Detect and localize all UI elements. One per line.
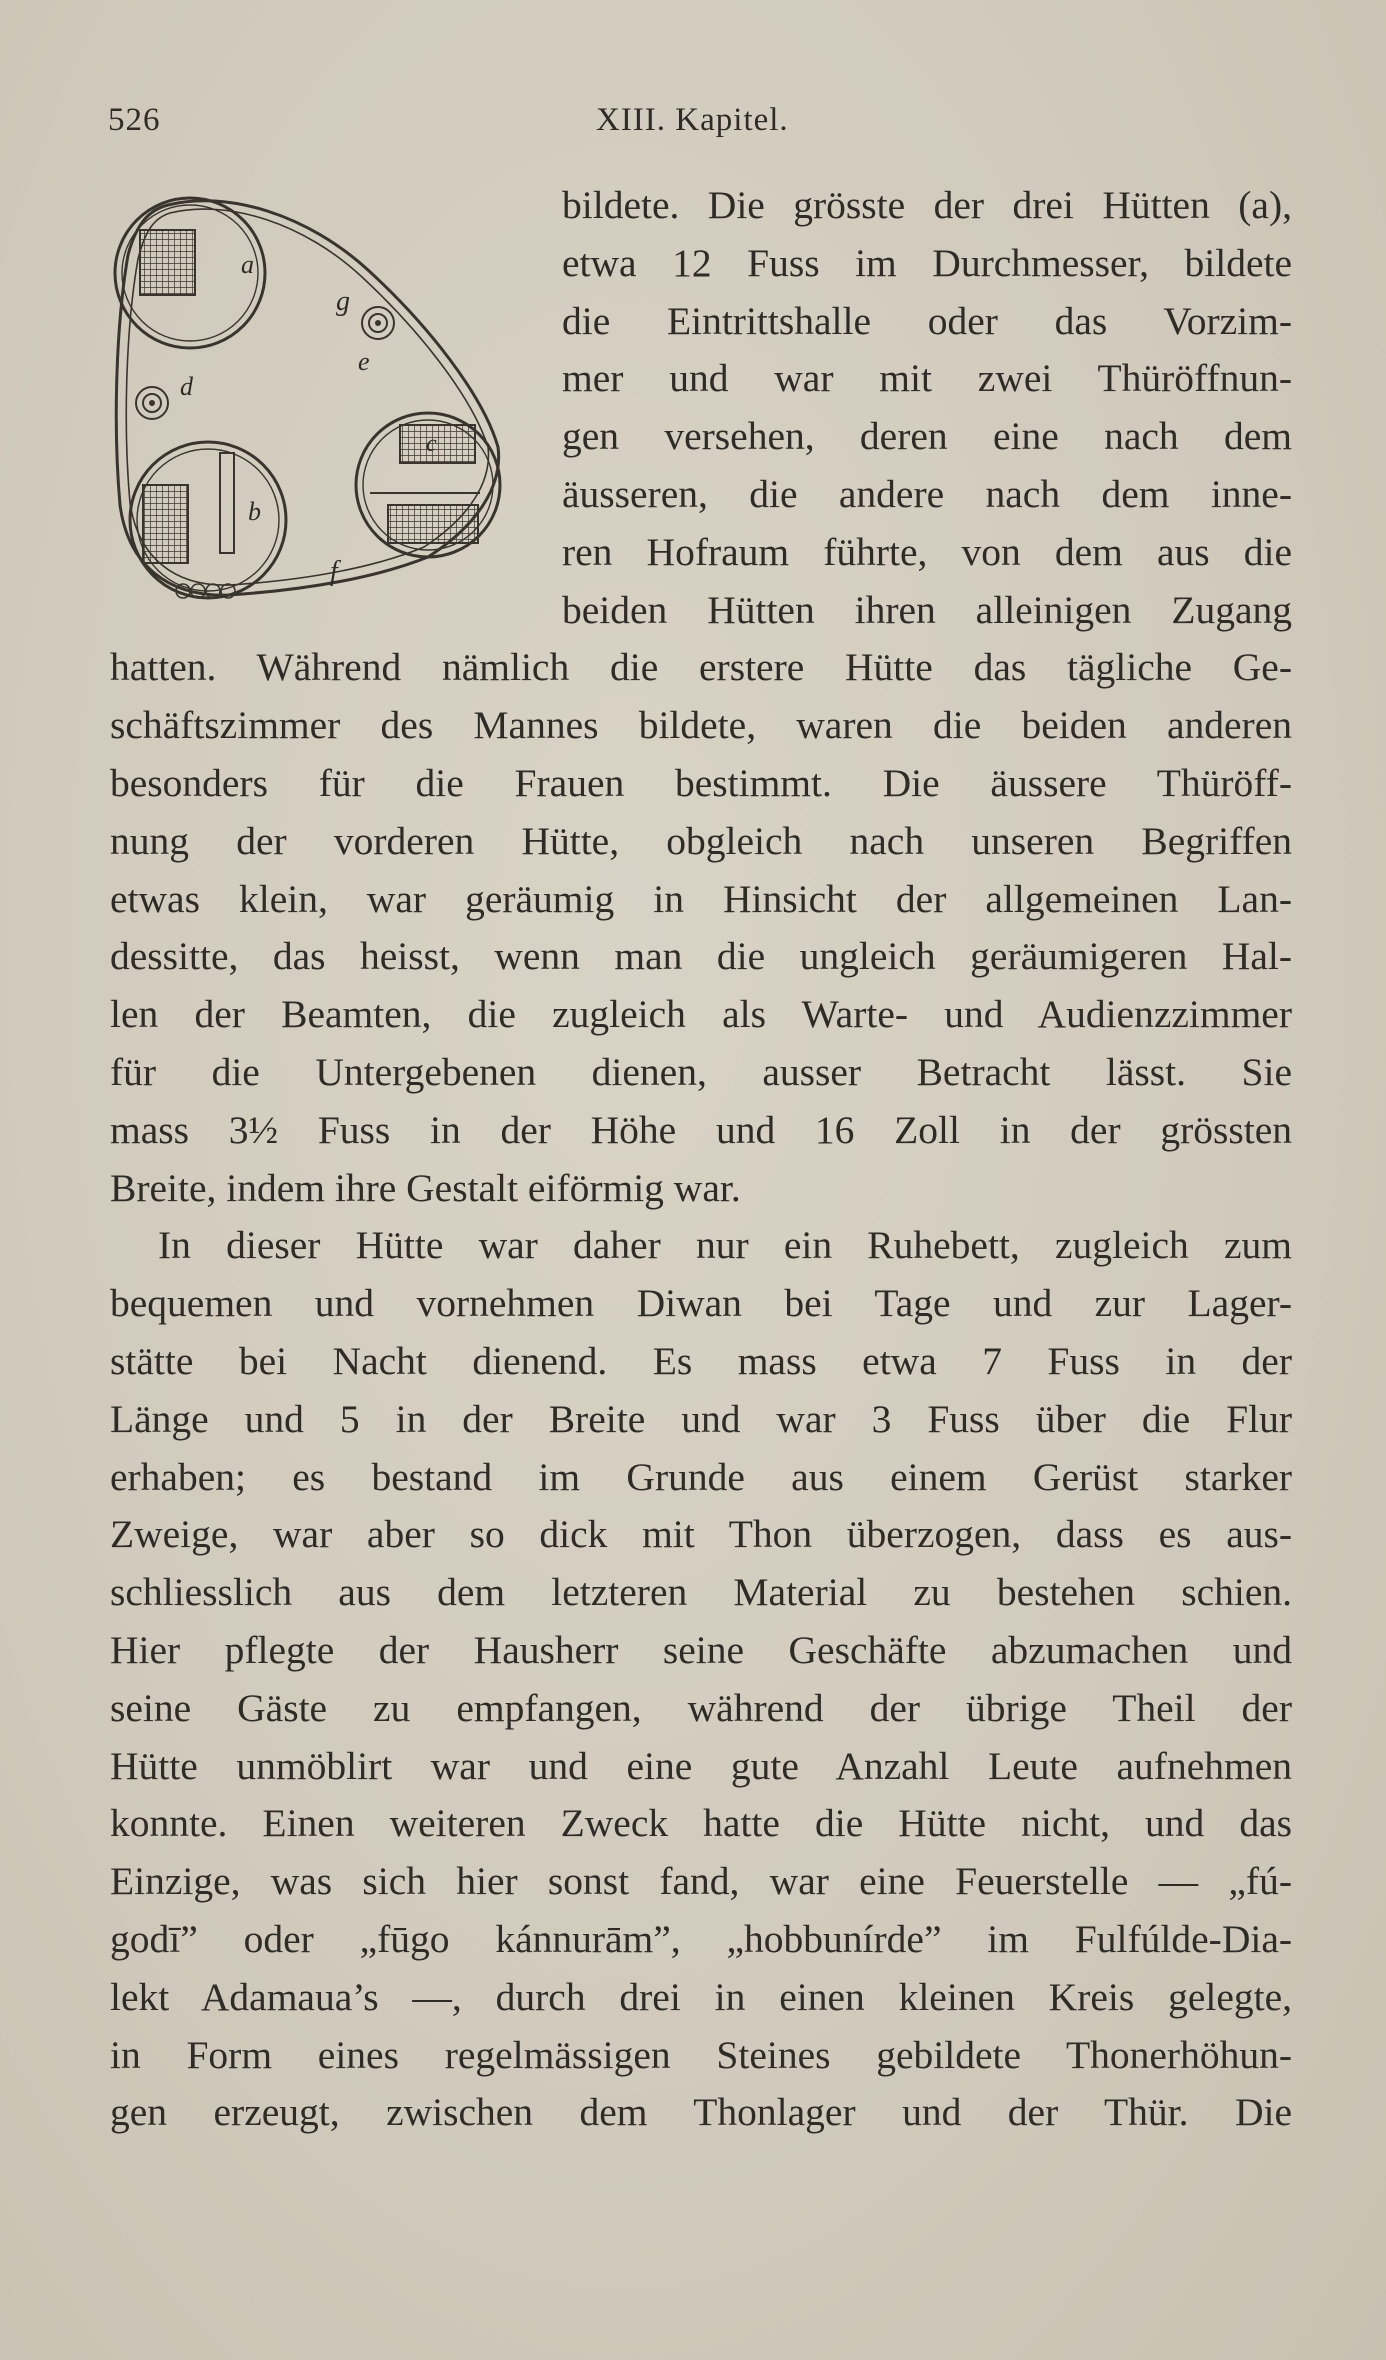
text-line: In dieser Hütte war daher nur ein Ruhebett, zugleich zum [158, 1223, 1292, 1268]
text-line: len der Beamten, die zugleich als Warte- und Audienzzimmer [110, 992, 1292, 1037]
text-line: lekt Adamaua’s —, durch drei in einen kleinen Kreis gelegte, [110, 1974, 1292, 2019]
label-c: c [426, 431, 437, 457]
text-line: erhaben; es bestand im Grunde aus einem Gerüst starker [110, 1454, 1292, 1499]
text-line: godī” oder „fūgo kánnurām”, „hobbunírde” im Fulfúlde-Dia- [110, 1916, 1292, 1961]
text-line: beiden Hütten ihren alleinigen Zugang [562, 587, 1292, 632]
label-a: a [241, 250, 254, 279]
text-line: schliesslich aus dem letzteren Material zu bestehen schien. [110, 1570, 1292, 1615]
running-head: XIII. Kapitel. [596, 102, 789, 138]
label-b: b [248, 497, 261, 526]
text-line: besonders für die Frauen bestimmt. Die äussere Thüröff- [110, 760, 1292, 805]
label-g: g [336, 286, 350, 317]
text-line: mass 3½ Fuss in der Höhe und 16 Zoll in der grössten [110, 1107, 1292, 1152]
text-line: gen versehen, deren eine nach dem [562, 414, 1292, 459]
text-line: für die Untergebenen dienen, ausser Betracht lässt. Sie [110, 1049, 1292, 1094]
text-line: Breite, indem ihre Gestalt eiförmig war. [110, 1165, 741, 1210]
label-f: f [330, 556, 338, 587]
text-line: schäftszimmer des Mannes bildete, waren die beiden anderen [110, 703, 1292, 748]
text-line: Hütte unmöblirt war und eine gute Anzahl Leute aufnehmen [110, 1743, 1292, 1788]
text-line: etwa 12 Fuss im Durchmesser, bildete [562, 240, 1292, 285]
body-text [110, 177, 1292, 2142]
text-line: äusseren, die andere nach dem inne- [562, 471, 1292, 516]
text-line: bequemen und vornehmen Diwan bei Tage und zur Lager- [110, 1281, 1292, 1326]
text-line: Zweige, war aber so dick mit Thon überzogen, dass es aus- [110, 1512, 1292, 1557]
page-number: 526 [108, 102, 161, 138]
text-line: seine Gäste zu empfangen, während der übrige Theil der [110, 1685, 1292, 1730]
text-line: etwas klein, war geräumig in Hinsicht der allgemeinen Lan- [110, 876, 1292, 921]
text-line: die Eintrittshalle oder das Vorzim- [562, 298, 1292, 343]
text-line: Länge und 5 in der Breite und war 3 Fuss über die Flur [110, 1396, 1292, 1441]
text-line: stätte bei Nacht dienend. Es mass etwa 7 Fuss in der [110, 1338, 1292, 1383]
text-line: gen erzeugt, zwischen dem Thonlager und der Thür. Die [110, 2090, 1292, 2135]
text-line: bildete. Die grösste der drei Hütten (a), [562, 183, 1292, 227]
text-line: mer und war mit zwei Thüröffnun- [562, 356, 1292, 401]
text-line: konnte. Einen weiteren Zweck hatte die Hütte nicht, und das [110, 1801, 1292, 1846]
text-line: Hier pflegte der Hausherr seine Geschäfte abzumachen und [110, 1627, 1292, 1672]
text-line: Einzige, was sich hier sonst fand, war eine Feuerstelle — „fú- [110, 1859, 1292, 1904]
text-line: nung der vorderen Hütte, obgleich nach unseren Begriffen [110, 818, 1292, 863]
text-line: dessitte, das heisst, wenn man die ungleich geräumigeren Hal- [110, 934, 1292, 979]
text-line: ren Hofraum führte, von dem aus die [562, 529, 1292, 574]
text-line: in Form eines regelmässigen Steines gebildete Thonerhöhun- [110, 2032, 1292, 2077]
text-line: hatten. Während nämlich die erstere Hütte das tägliche Ge- [110, 645, 1292, 690]
label-e: e [358, 347, 370, 376]
label-d: d [180, 372, 193, 401]
